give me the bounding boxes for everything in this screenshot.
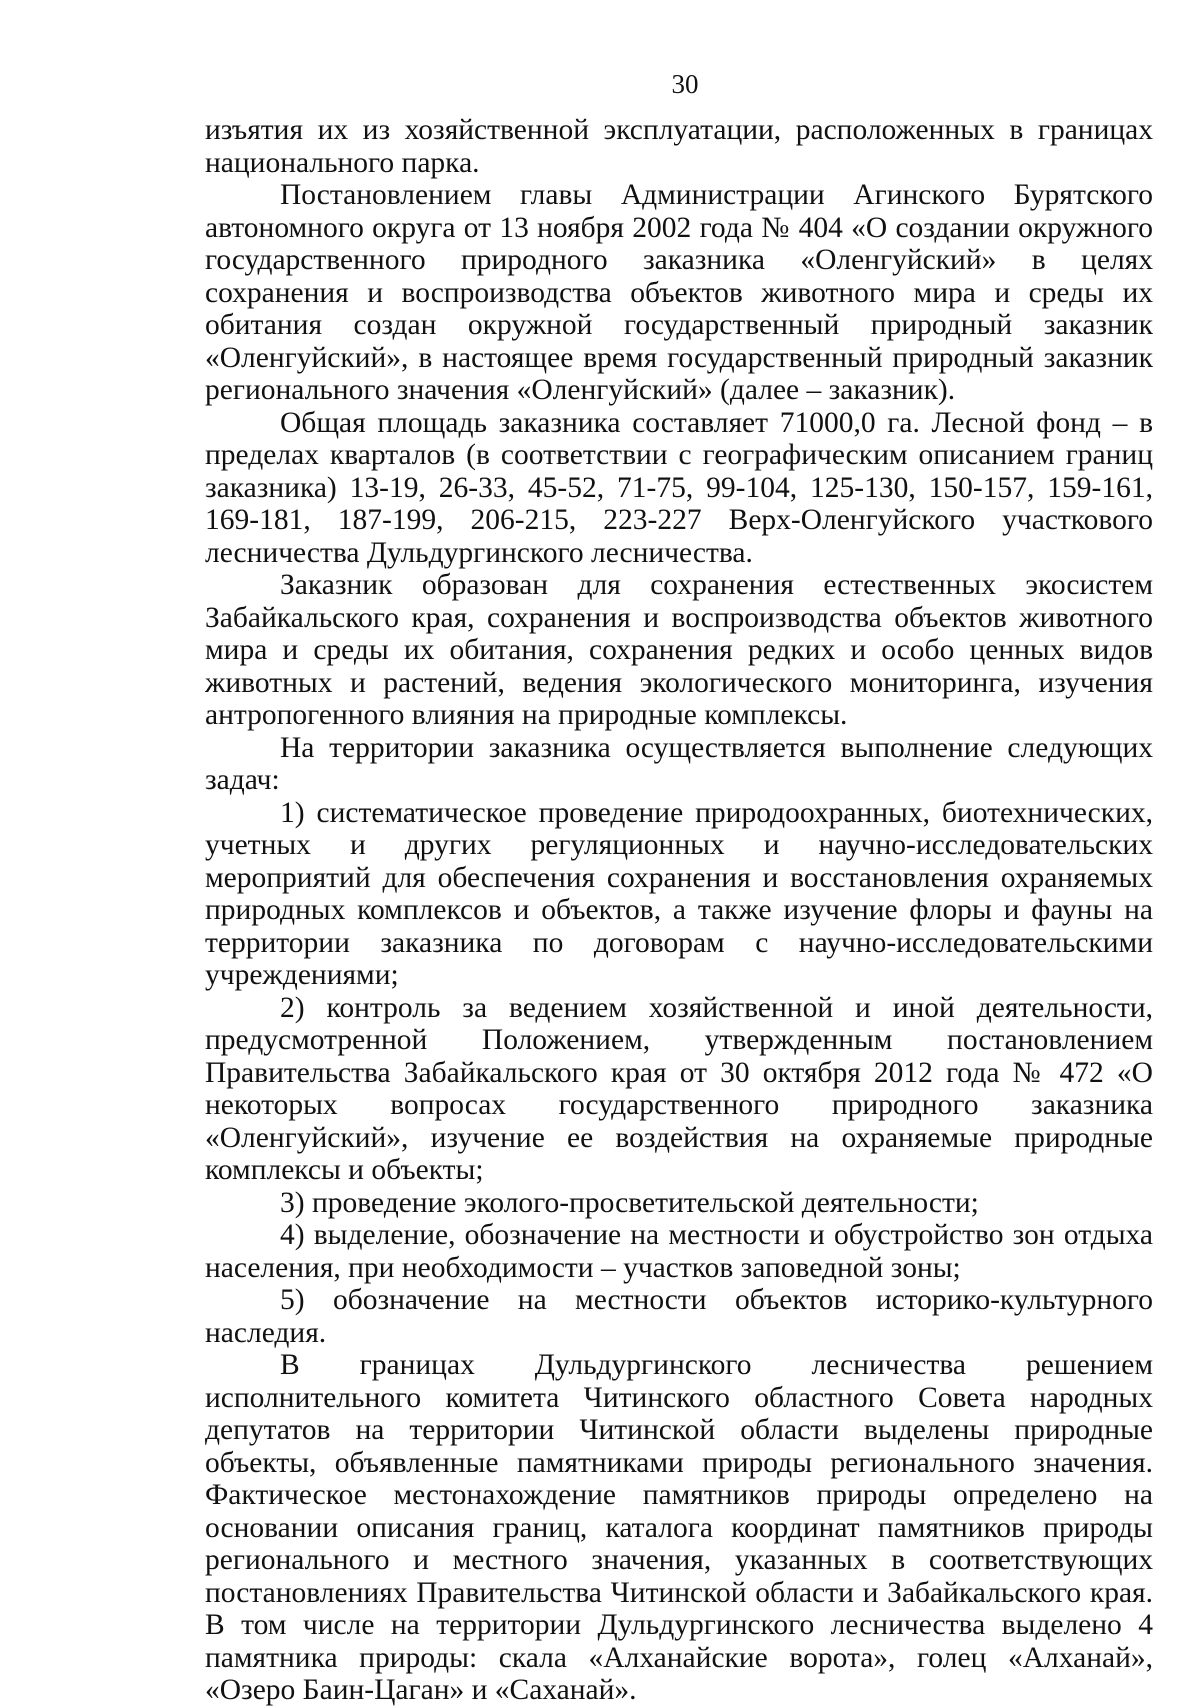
page-number: 30: [671, 69, 699, 99]
document-body: [205, 114, 1153, 1707]
paragraph-natural-monuments: В границах Дульдургинского лесничества решением исполнительного комитета Читинского областного Совета народных депутатов на территории Читинской области выделены природные объекты, объявленные памятниками природы регионального значения. Фактическое местонахождение памятников природы определено на основании описания границ, каталога координат памятников природы регионального и местного значения, указанных в соответствующих постановлениях Правительства Читинской области и Забайкальского края. В том числе на территории Дульдургинского лесничества выделено 4 памятника природы: скала «Алханайские ворота», голец «Алханай», «Озеро Баин-Цаган» и «Саханай».: [205, 1349, 1153, 1706]
list-item-task-3: 3) проведение эколого-просветительской деятельности;: [280, 1186, 979, 1219]
list-item-task-5: 5) обозначение на местности объектов историко-культурного наследия.: [205, 1284, 1153, 1349]
list-item-task-1: 1) систематическое проведение природоохранных, биотехнических, учетных и других регуляционных и научно-исследовательских мероприятий для обеспечения сохранения и восстановления охраняемых природных комплексов и объектов, а также изучение флоры и фауны на территории заказника по договорам с научно-исследовательскими учреждениями;: [205, 796, 1153, 991]
paragraph-purpose: Заказник образован для сохранения естественных экосистем Забайкальского края, сохранения и воспроизводства объектов животного мира и среды их обитания, сохранения редких и особо ценных видов животных и растений, ведения экологического мониторинга, изучения антропогенного влияния на природные комплексы.: [205, 569, 1153, 731]
paragraph-tasks-intro: На территории заказника осуществляется выполнение следующих задач:: [205, 731, 1153, 796]
paragraph-continuation: изъятия их из хозяйственной эксплуатации, расположенных в границах национального парка.: [205, 114, 1153, 179]
list-item-task-4: 4) выделение, обозначение на местности и обустройство зон отдыха населения, при необходимости – участков заповедной зоны;: [205, 1219, 1153, 1284]
paragraph-resolution: Постановлением главы Администрации Агинского Бурятского автономного округа от 13 ноября 2002 года № 404 «О создании окружного государственного природного заказника «Оленгуйский» в целях сохранения и воспроизводства объектов животного мира и среды их обитания создан окружной государственный природный заказник «Оленгуйский», в настоящее время государственный природный заказник регионального значения «Оленгуйский» (далее – заказник).: [205, 179, 1153, 406]
paragraph-area: Общая площадь заказника составляет 71000,0 га. Лесной фонд – в пределах кварталов (в соответствии с географическим описанием границ заказника) 13-19, 26-33, 45-52, 71-75, 99-104, 125-130, 150-157, 159-161, 169-181, 187-199, 206-215, 223-227 Верх-Оленгуйского участкового лесничества Дульдургинского лесничества.: [205, 406, 1153, 569]
list-item-task-2: 2) контроль за ведением хозяйственной и иной деятельности, предусмотренной Положением, утвержденным постановлением Правительства Забайкальского края от 30 октября 2012 года № 472 «О некоторых вопросах государственного природного заказника «Оленгуйский», изучение ее воздействия на охраняемые природные комплексы и объекты;: [205, 991, 1153, 1186]
